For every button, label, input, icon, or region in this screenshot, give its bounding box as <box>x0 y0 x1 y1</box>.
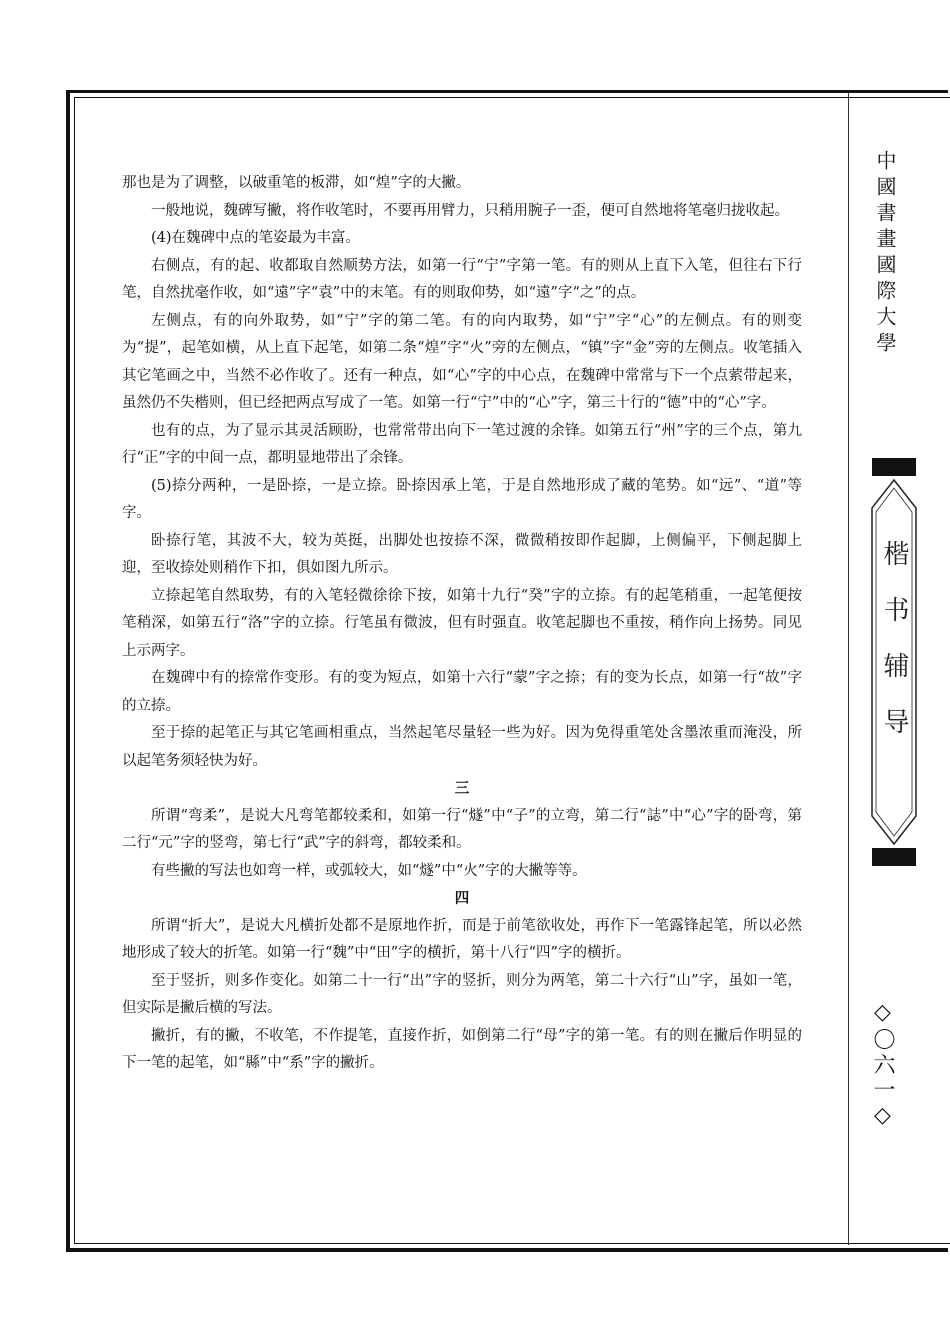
paragraph: (4)在魏碑中点的笔姿最为丰富。 <box>151 230 361 246</box>
sidebar-rule-left <box>848 93 849 1245</box>
paragraph: 至于捺的起笔正与其它笔画相重点，当然起笔尽量轻一些为好。因为免得重笔处含墨浓重而淹没，所以起笔务须轻快为好。 <box>122 725 802 769</box>
title-band-bottom <box>872 848 916 866</box>
paragraph: (5)捺分两种，一是卧捺，一是立捺。卧捺因承上笔，于是自然地形成了藏的笔势。如“远”、“道”等字。 <box>122 477 802 521</box>
paragraph: 卧捺行笔，其波不大，较为英挺，出脚处也按捺不深，微微稍按即作起脚，上侧偏平，下侧起脚上迎，至收捺处则稍作下扣，俱如图九所示。 <box>122 532 802 576</box>
university-name: 中國書畫國際大學 <box>873 150 897 358</box>
paragraph: 右侧点，有的起、收都取自然顺势方法，如第一行“宁”字第一笔。有的则从上直下入笔，但往右下行笔，自然扰毫作收，如“遠”字“袁”中的末笔。有的则取仰势，如“遠”字“之”的点。 <box>122 257 802 301</box>
paragraph: 也有的点，为了显示其灵活顾盼，也常常带出向下一笔过渡的余锋。如第五行“州”字的三个点，第九行“正”字的中间一点，都明显地带出了余锋。 <box>122 422 802 466</box>
page-number: ◇〇六一◇ <box>870 1000 895 1131</box>
paragraph: 在魏碑中有的捺常作变形。有的变为短点，如第十六行“蒙”字之捺；有的变为长点，如第一行“故”字的立捺。 <box>122 670 802 714</box>
paragraph: 立捺起笔自然取势，有的入笔轻微徐徐下按，如第十九行“癸”字的立捺。有的起笔稍重，一起笔便按笔稍深，如第五行“洛”字的立捺。行笔虽有微波，但有时强直。收笔起脚也不重按，稍作向上扬势。同见上示两字。 <box>122 587 802 659</box>
paragraph: 一般地说，魏碑写撇，将作收笔时，不要再用臂力，只稍用腕子一歪，便可自然地将笔毫归拢收起。 <box>151 202 789 219</box>
body-text <box>122 170 802 1078</box>
section-heading: 三 <box>454 780 470 797</box>
paragraph: 所谓“弯柔”，是说大凡弯笔都较柔和，如第一行“燧”中“子”的立弯，第二行“誌”中“心”字的卧弯，第二行“元”字的竖弯，第七行“武”字的斜弯，都较柔和。 <box>122 807 802 851</box>
section-heading: 四 <box>454 890 470 907</box>
paragraph: 左侧点，有的向外取势，如“宁”字的第二笔。有的向内取势，如“宁”字“心”的左侧点。有的则变为“提”，起笔如横，从上直下起笔，如第二条“煌”字“火”旁的左侧点，“镇”字“金”旁的左侧点。收笔插入其它笔画之中，当然不必作收了。还有一种点，如“心”字的中心点，在魏碑中常常与下一个点萦带起来，虽然仍不失楷则，但已经把两点写成了一笔。如第一行“宁”中的“心”字，第三十行的“德”中的“心”字。 <box>122 312 802 411</box>
paragraph: 撇折，有的撇，不收笔，不作提笔，直接作折，如倒第二行“母”字的第一笔。有的则在撇后作明显的下一笔的起笔，如“縣”中“系”字的撇折。 <box>122 1027 802 1071</box>
paragraph: 所谓“折大”，是说大凡横折处都不是原地作折，而是于前笔欲收处，再作下一笔露锋起笔，所以必然地形成了较大的折笔。如第一行“魏”中“田”字的横折，第十八行“四”字的横折。 <box>122 917 802 961</box>
paragraph: 有些撇的写法也如弯一样，或弧较大，如“燧”中“火”字的大撇等等。 <box>151 862 587 879</box>
book-title: 楷书辅导 <box>879 540 909 764</box>
title-band-top <box>872 458 916 476</box>
paragraph: 那也是为了调整，以破重笔的板滞，如“煌”字的大撇。 <box>122 175 471 191</box>
paragraph: 至于竖折，则多作变化。如第二十一行“出”字的竖折，则分为两笔，第二十六行“山”字，虽如一笔，但实际是撇后横的写法。 <box>122 972 802 1016</box>
